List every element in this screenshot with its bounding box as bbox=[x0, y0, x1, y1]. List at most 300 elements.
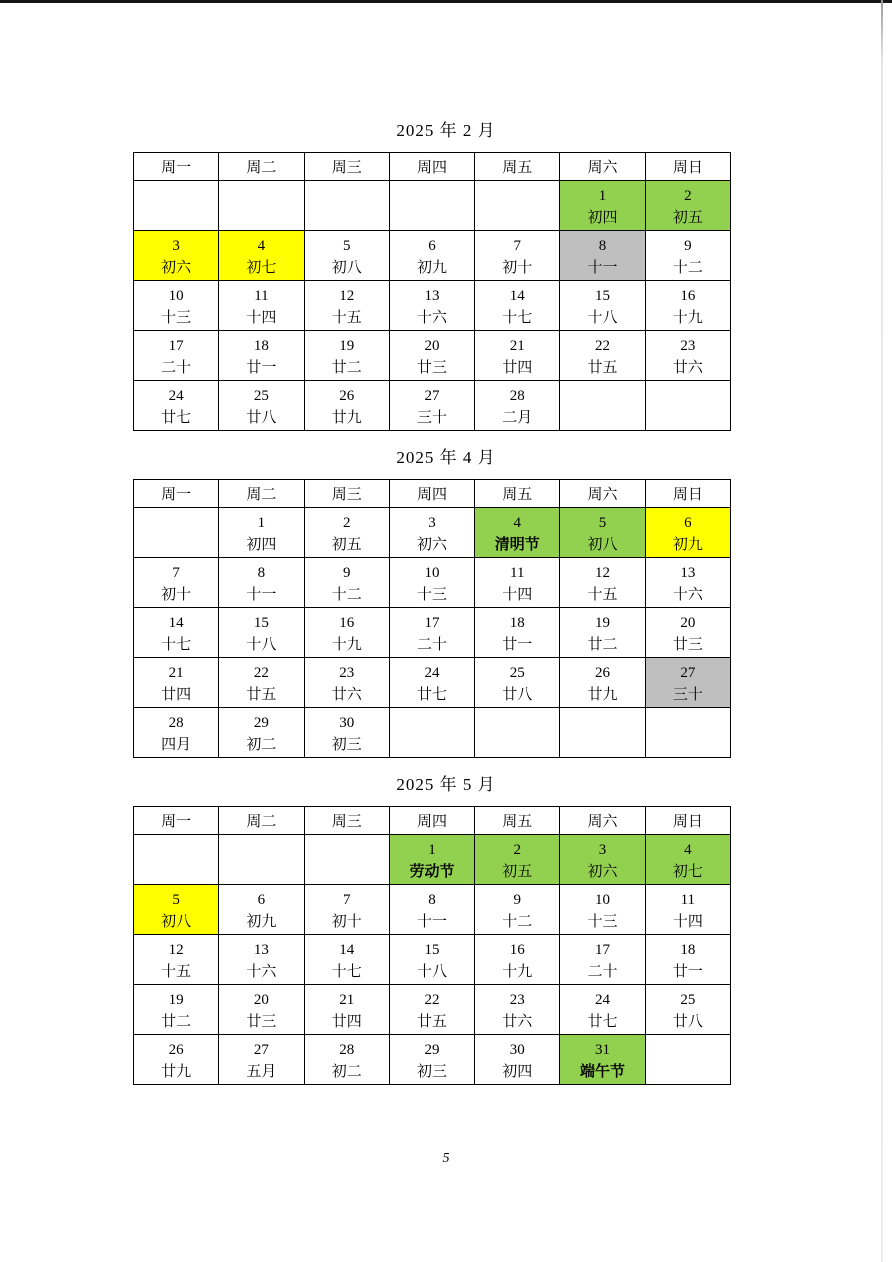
calendar-week-row bbox=[134, 181, 731, 231]
calendar-cell-empty bbox=[134, 508, 219, 558]
calendar-cell-empty bbox=[645, 708, 730, 758]
calendar-cell bbox=[304, 381, 389, 431]
date-number: 18 bbox=[253, 337, 269, 354]
calendar-cell bbox=[645, 231, 730, 281]
date-number: 1 bbox=[428, 841, 436, 858]
date-number: 25 bbox=[253, 387, 269, 404]
calendar-cell bbox=[134, 281, 219, 331]
lunar-label: 廿五 bbox=[246, 686, 277, 703]
calendar-cell bbox=[475, 835, 560, 885]
calendar-cell bbox=[219, 1035, 304, 1085]
calendar-cell bbox=[475, 608, 560, 658]
lunar-label: 初十 bbox=[161, 586, 192, 603]
calendar-table-may bbox=[133, 806, 731, 1085]
lunar-label: 初五 bbox=[672, 209, 703, 226]
calendar-cell bbox=[219, 381, 304, 431]
lunar-label: 三十 bbox=[416, 409, 447, 426]
calendar-cell bbox=[134, 1035, 219, 1085]
date-number: 19 bbox=[168, 991, 184, 1008]
date-number: 30 bbox=[339, 714, 355, 731]
calendar-cell-empty bbox=[475, 708, 560, 758]
calendar-cell bbox=[560, 658, 645, 708]
date-number: 10 bbox=[424, 564, 440, 581]
weekday-header: 周六 bbox=[560, 153, 645, 181]
calendar-week-row bbox=[134, 608, 731, 658]
date-number: 18 bbox=[680, 941, 696, 958]
weekday-header: 周五 bbox=[475, 480, 560, 508]
month-title: 2025 年 4 月 bbox=[396, 448, 496, 467]
calendar-cell bbox=[475, 231, 560, 281]
date-number: 26 bbox=[168, 1041, 184, 1058]
calendar-cell bbox=[219, 885, 304, 935]
calendar-cell bbox=[475, 885, 560, 935]
date-number: 2 bbox=[684, 187, 692, 204]
calendar-cell bbox=[645, 608, 730, 658]
calendar-cell bbox=[560, 985, 645, 1035]
calendar-cell bbox=[304, 885, 389, 935]
lunar-label: 初二 bbox=[246, 736, 277, 753]
date-number: 2 bbox=[513, 841, 522, 858]
date-number: 4 bbox=[257, 237, 266, 254]
calendar-cell bbox=[304, 985, 389, 1035]
lunar-label: 十六 bbox=[246, 963, 277, 980]
lunar-label: 廿六 bbox=[672, 359, 703, 376]
calendar-cell bbox=[560, 558, 645, 608]
lunar-label: 初七 bbox=[246, 259, 277, 276]
calendar-week-row bbox=[134, 381, 731, 431]
calendar-week-row bbox=[134, 508, 731, 558]
lunar-label: 廿三 bbox=[416, 359, 447, 376]
weekday-header: 周三 bbox=[304, 807, 389, 835]
calendar-cell bbox=[475, 281, 560, 331]
calendar-cell bbox=[560, 935, 645, 985]
lunar-label: 廿三 bbox=[672, 636, 703, 653]
date-number: 21 bbox=[168, 664, 184, 681]
date-number: 14 bbox=[509, 287, 525, 304]
lunar-label: 初五 bbox=[331, 536, 362, 553]
lunar-label: 廿一 bbox=[672, 963, 703, 980]
date-number: 22 bbox=[424, 991, 440, 1008]
calendar-cell-empty bbox=[389, 181, 474, 231]
calendar-cell bbox=[389, 331, 474, 381]
date-number: 24 bbox=[595, 991, 611, 1008]
date-number: 17 bbox=[168, 337, 184, 354]
date-number: 13 bbox=[680, 564, 696, 581]
page-top-border bbox=[0, 0, 892, 3]
weekday-header: 周二 bbox=[219, 480, 304, 508]
date-number: 27 bbox=[253, 1041, 269, 1058]
calendar-cell bbox=[389, 985, 474, 1035]
weekday-header: 周六 bbox=[560, 480, 645, 508]
lunar-label: 初六 bbox=[587, 863, 618, 880]
date-number: 13 bbox=[253, 941, 269, 958]
date-number: 19 bbox=[595, 614, 611, 631]
calendar-cell bbox=[219, 608, 304, 658]
month-title: 2025 年 5 月 bbox=[396, 775, 496, 794]
date-number: 2 bbox=[342, 514, 351, 531]
calendar-cell bbox=[475, 331, 560, 381]
date-number: 23 bbox=[339, 664, 355, 681]
lunar-label: 三十 bbox=[672, 686, 703, 703]
date-number: 5 bbox=[598, 514, 607, 531]
lunar-label: 廿八 bbox=[502, 686, 533, 703]
date-number: 26 bbox=[595, 664, 611, 681]
weekday-header-row bbox=[134, 807, 731, 835]
lunar-label: 廿八 bbox=[672, 1013, 703, 1030]
calendar-cell bbox=[645, 985, 730, 1035]
calendar-cell bbox=[560, 181, 645, 231]
calendar-cell bbox=[304, 708, 389, 758]
date-number: 8 bbox=[257, 564, 266, 581]
weekday-header: 周一 bbox=[134, 807, 219, 835]
date-number: 10 bbox=[168, 287, 184, 304]
date-number: 14 bbox=[168, 614, 184, 631]
calendar-cell-empty bbox=[304, 181, 389, 231]
date-number: 14 bbox=[339, 941, 355, 958]
lunar-label: 十二 bbox=[502, 913, 533, 930]
date-number: 11 bbox=[254, 287, 269, 304]
lunar-label: 廿七 bbox=[587, 1013, 618, 1030]
calendar-cell bbox=[389, 885, 474, 935]
date-number: 20 bbox=[424, 337, 440, 354]
date-number: 20 bbox=[680, 614, 696, 631]
date-number: 12 bbox=[595, 564, 611, 581]
date-number: 9 bbox=[684, 237, 692, 254]
calendar-cell bbox=[219, 331, 304, 381]
lunar-label: 廿六 bbox=[331, 686, 362, 703]
lunar-label: 二十 bbox=[416, 636, 447, 653]
weekday-header: 周四 bbox=[389, 807, 474, 835]
weekday-header: 周四 bbox=[389, 153, 474, 181]
date-number: 1 bbox=[257, 514, 266, 531]
weekday-header: 周日 bbox=[645, 807, 730, 835]
date-number: 4 bbox=[513, 514, 522, 531]
calendar-cell-empty bbox=[475, 181, 560, 231]
date-number: 16 bbox=[509, 941, 525, 958]
weekday-header: 周五 bbox=[475, 807, 560, 835]
date-number: 12 bbox=[168, 941, 184, 958]
date-number: 8 bbox=[428, 891, 436, 908]
date-number: 28 bbox=[509, 387, 525, 404]
page-number: 5 bbox=[442, 1151, 450, 1166]
lunar-label: 初三 bbox=[331, 736, 362, 753]
weekday-header: 周六 bbox=[560, 807, 645, 835]
calendar-cell-empty bbox=[134, 835, 219, 885]
date-number: 29 bbox=[424, 1041, 440, 1058]
calendar-cell bbox=[219, 985, 304, 1035]
lunar-label: 十九 bbox=[672, 309, 703, 326]
calendar-cell-empty bbox=[560, 708, 645, 758]
date-number: 17 bbox=[595, 941, 611, 958]
calendar-week-row bbox=[134, 331, 731, 381]
date-number: 10 bbox=[595, 891, 611, 908]
calendar-cell bbox=[389, 935, 474, 985]
lunar-label: 五月 bbox=[246, 1063, 277, 1080]
calendar-cell bbox=[560, 608, 645, 658]
lunar-label: 廿二 bbox=[331, 359, 362, 376]
weekday-header: 周四 bbox=[389, 480, 474, 508]
date-number: 20 bbox=[253, 991, 269, 1008]
date-number: 16 bbox=[680, 287, 696, 304]
date-number: 17 bbox=[424, 614, 440, 631]
calendar-cell bbox=[389, 835, 474, 885]
lunar-label: 初五 bbox=[502, 863, 533, 880]
lunar-label: 廿七 bbox=[416, 686, 447, 703]
calendar-cell bbox=[560, 281, 645, 331]
calendar-cell bbox=[645, 558, 730, 608]
calendar-cell bbox=[304, 508, 389, 558]
calendar-cell bbox=[645, 331, 730, 381]
lunar-label: 廿一 bbox=[502, 636, 533, 653]
lunar-label: 廿三 bbox=[246, 1013, 277, 1030]
calendar-cell bbox=[389, 281, 474, 331]
calendar-cell-empty bbox=[645, 1035, 730, 1085]
calendar-cell bbox=[645, 885, 730, 935]
calendar-week-row bbox=[134, 1035, 731, 1085]
calendar-week-row bbox=[134, 885, 731, 935]
calendar-week-row bbox=[134, 231, 731, 281]
lunar-label: 廿九 bbox=[587, 686, 618, 703]
lunar-label: 十一 bbox=[246, 586, 277, 603]
lunar-label: 十五 bbox=[331, 309, 362, 326]
calendar-cell bbox=[389, 608, 474, 658]
calendar-week-row bbox=[134, 708, 731, 758]
weekday-header: 周二 bbox=[219, 807, 304, 835]
date-number: 1 bbox=[598, 187, 607, 204]
date-number: 27 bbox=[680, 664, 696, 681]
weekday-header: 周三 bbox=[304, 153, 389, 181]
lunar-label: 廿五 bbox=[416, 1013, 447, 1030]
lunar-label: 十二 bbox=[672, 259, 703, 276]
calendar-week-row bbox=[134, 835, 731, 885]
calendar-cell bbox=[304, 331, 389, 381]
calendar-week-row bbox=[134, 935, 731, 985]
lunar-label: 十七 bbox=[502, 309, 533, 326]
calendar-cell-empty bbox=[304, 835, 389, 885]
lunar-label: 二十 bbox=[587, 963, 618, 980]
lunar-label: 十五 bbox=[587, 586, 618, 603]
lunar-label: 廿五 bbox=[587, 359, 618, 376]
calendar-week-row bbox=[134, 658, 731, 708]
lunar-label: 初八 bbox=[331, 259, 362, 276]
calendar-cell bbox=[560, 331, 645, 381]
calendar-cell bbox=[389, 508, 474, 558]
lunar-label: 廿二 bbox=[161, 1013, 192, 1030]
calendar-cell bbox=[389, 1035, 474, 1085]
calendar-cell bbox=[304, 281, 389, 331]
calendar-cell bbox=[134, 558, 219, 608]
date-number: 13 bbox=[424, 287, 440, 304]
calendar-cell bbox=[134, 985, 219, 1035]
lunar-label: 初三 bbox=[416, 1063, 447, 1080]
lunar-label: 十四 bbox=[672, 913, 703, 930]
calendar-cell bbox=[389, 558, 474, 608]
calendar-week-row bbox=[134, 558, 731, 608]
date-number: 7 bbox=[513, 237, 522, 254]
lunar-label: 初十 bbox=[502, 259, 533, 276]
lunar-label: 廿六 bbox=[502, 1013, 533, 1030]
calendar-cell bbox=[645, 281, 730, 331]
weekday-header: 周五 bbox=[475, 153, 560, 181]
lunar-label: 廿七 bbox=[161, 409, 192, 426]
calendar-cell bbox=[134, 608, 219, 658]
lunar-label: 二十 bbox=[161, 359, 192, 376]
date-number: 5 bbox=[342, 237, 351, 254]
weekday-header: 周一 bbox=[134, 153, 219, 181]
calendar-cell bbox=[475, 658, 560, 708]
date-number: 22 bbox=[595, 337, 611, 354]
calendar-cell bbox=[304, 608, 389, 658]
calendar-cell bbox=[389, 658, 474, 708]
lunar-label: 初四 bbox=[502, 1063, 533, 1080]
lunar-label: 十八 bbox=[416, 963, 447, 980]
weekday-header: 周一 bbox=[134, 480, 219, 508]
weekday-header-row bbox=[134, 153, 731, 181]
calendar-cell bbox=[475, 508, 560, 558]
calendar-cell bbox=[134, 708, 219, 758]
lunar-label: 十四 bbox=[246, 309, 277, 326]
calendar-cell bbox=[645, 181, 730, 231]
date-number: 16 bbox=[339, 614, 355, 631]
lunar-label: 十八 bbox=[587, 309, 618, 326]
calendar-cell bbox=[219, 558, 304, 608]
date-number: 31 bbox=[595, 1041, 611, 1058]
month-section-february bbox=[0, 120, 892, 431]
calendar-cell bbox=[134, 381, 219, 431]
calendar-cell bbox=[134, 658, 219, 708]
lunar-label: 十五 bbox=[161, 963, 192, 980]
lunar-label: 初十 bbox=[331, 913, 362, 930]
lunar-label: 十三 bbox=[416, 586, 447, 603]
calendar-cell-empty bbox=[134, 181, 219, 231]
lunar-label: 十八 bbox=[246, 636, 277, 653]
calendar-cell bbox=[134, 935, 219, 985]
lunar-label: 初六 bbox=[161, 259, 192, 276]
calendar-cell-empty bbox=[645, 381, 730, 431]
lunar-label: 十四 bbox=[502, 586, 533, 603]
date-number: 15 bbox=[595, 287, 611, 304]
page-right-edge-shadow bbox=[881, 0, 883, 1262]
weekday-header: 周三 bbox=[304, 480, 389, 508]
holiday-label: 端午节 bbox=[580, 1063, 626, 1080]
calendar-cell bbox=[304, 658, 389, 708]
calendar-cell bbox=[219, 708, 304, 758]
lunar-label: 初七 bbox=[672, 863, 703, 880]
lunar-label: 初四 bbox=[587, 209, 618, 226]
lunar-label: 廿一 bbox=[246, 359, 277, 376]
lunar-label: 十一 bbox=[587, 259, 618, 276]
lunar-label: 十一 bbox=[416, 913, 447, 930]
date-number: 7 bbox=[342, 891, 351, 908]
lunar-label: 初六 bbox=[416, 536, 447, 553]
date-number: 23 bbox=[680, 337, 696, 354]
date-number: 22 bbox=[253, 664, 269, 681]
calendar-cell bbox=[389, 231, 474, 281]
calendar-cell-empty bbox=[560, 381, 645, 431]
calendar-cell bbox=[134, 885, 219, 935]
calendar-cell bbox=[219, 281, 304, 331]
lunar-label: 初九 bbox=[416, 259, 447, 276]
date-number: 3 bbox=[172, 237, 180, 254]
holiday-label: 劳动节 bbox=[409, 863, 455, 880]
date-number: 25 bbox=[509, 664, 525, 681]
lunar-label: 十七 bbox=[331, 963, 362, 980]
lunar-label: 二月 bbox=[502, 409, 533, 426]
weekday-header-row bbox=[134, 480, 731, 508]
date-number: 19 bbox=[339, 337, 355, 354]
date-number: 28 bbox=[168, 714, 184, 731]
lunar-label: 初八 bbox=[161, 913, 192, 930]
calendar-cell bbox=[645, 935, 730, 985]
calendar-cell bbox=[134, 331, 219, 381]
lunar-label: 廿二 bbox=[587, 636, 618, 653]
date-number: 21 bbox=[339, 991, 355, 1008]
calendar-table-february bbox=[133, 152, 731, 431]
weekday-header: 周日 bbox=[645, 153, 730, 181]
calendar-cell bbox=[475, 381, 560, 431]
date-number: 12 bbox=[339, 287, 355, 304]
date-number: 11 bbox=[680, 891, 696, 908]
lunar-label: 十九 bbox=[502, 963, 533, 980]
calendar-cell bbox=[219, 508, 304, 558]
calendar-cell bbox=[219, 231, 304, 281]
date-number: 30 bbox=[509, 1041, 525, 1058]
lunar-label: 初二 bbox=[331, 1063, 362, 1080]
lunar-label: 十三 bbox=[161, 309, 192, 326]
calendar-cell bbox=[304, 558, 389, 608]
date-number: 28 bbox=[339, 1041, 355, 1058]
calendar-cell bbox=[219, 658, 304, 708]
calendar-week-row bbox=[134, 985, 731, 1035]
month-section-may bbox=[0, 774, 892, 1085]
calendar-cell bbox=[304, 1035, 389, 1085]
date-number: 7 bbox=[172, 564, 180, 581]
calendar-cell bbox=[645, 835, 730, 885]
calendar-table-april bbox=[133, 479, 731, 758]
date-number: 18 bbox=[509, 614, 525, 631]
lunar-label: 廿八 bbox=[246, 409, 277, 426]
calendar-cell bbox=[560, 231, 645, 281]
calendar-cell bbox=[304, 935, 389, 985]
date-number: 9 bbox=[513, 891, 522, 908]
holiday-label: 清明节 bbox=[494, 536, 540, 553]
date-number: 27 bbox=[424, 387, 440, 404]
date-number: 21 bbox=[509, 337, 525, 354]
lunar-label: 廿四 bbox=[502, 359, 533, 376]
calendar-cell bbox=[475, 935, 560, 985]
calendar-cell bbox=[219, 935, 304, 985]
date-number: 24 bbox=[168, 387, 184, 404]
calendar-cell-empty bbox=[219, 181, 304, 231]
calendar-cell bbox=[645, 658, 730, 708]
calendar-cell-empty bbox=[219, 835, 304, 885]
calendar-cell bbox=[304, 231, 389, 281]
lunar-label: 初九 bbox=[246, 913, 277, 930]
lunar-label: 廿四 bbox=[161, 686, 192, 703]
calendar-week-row bbox=[134, 281, 731, 331]
calendar-cell bbox=[475, 985, 560, 1035]
date-number: 6 bbox=[428, 237, 436, 254]
lunar-label: 十六 bbox=[672, 586, 703, 603]
lunar-label: 初八 bbox=[587, 536, 618, 553]
date-number: 6 bbox=[257, 891, 266, 908]
lunar-label: 十六 bbox=[416, 309, 447, 326]
calendar-cell bbox=[560, 508, 645, 558]
calendar-cell bbox=[560, 885, 645, 935]
lunar-label: 十二 bbox=[331, 586, 362, 603]
date-number: 6 bbox=[684, 514, 692, 531]
date-number: 23 bbox=[509, 991, 525, 1008]
